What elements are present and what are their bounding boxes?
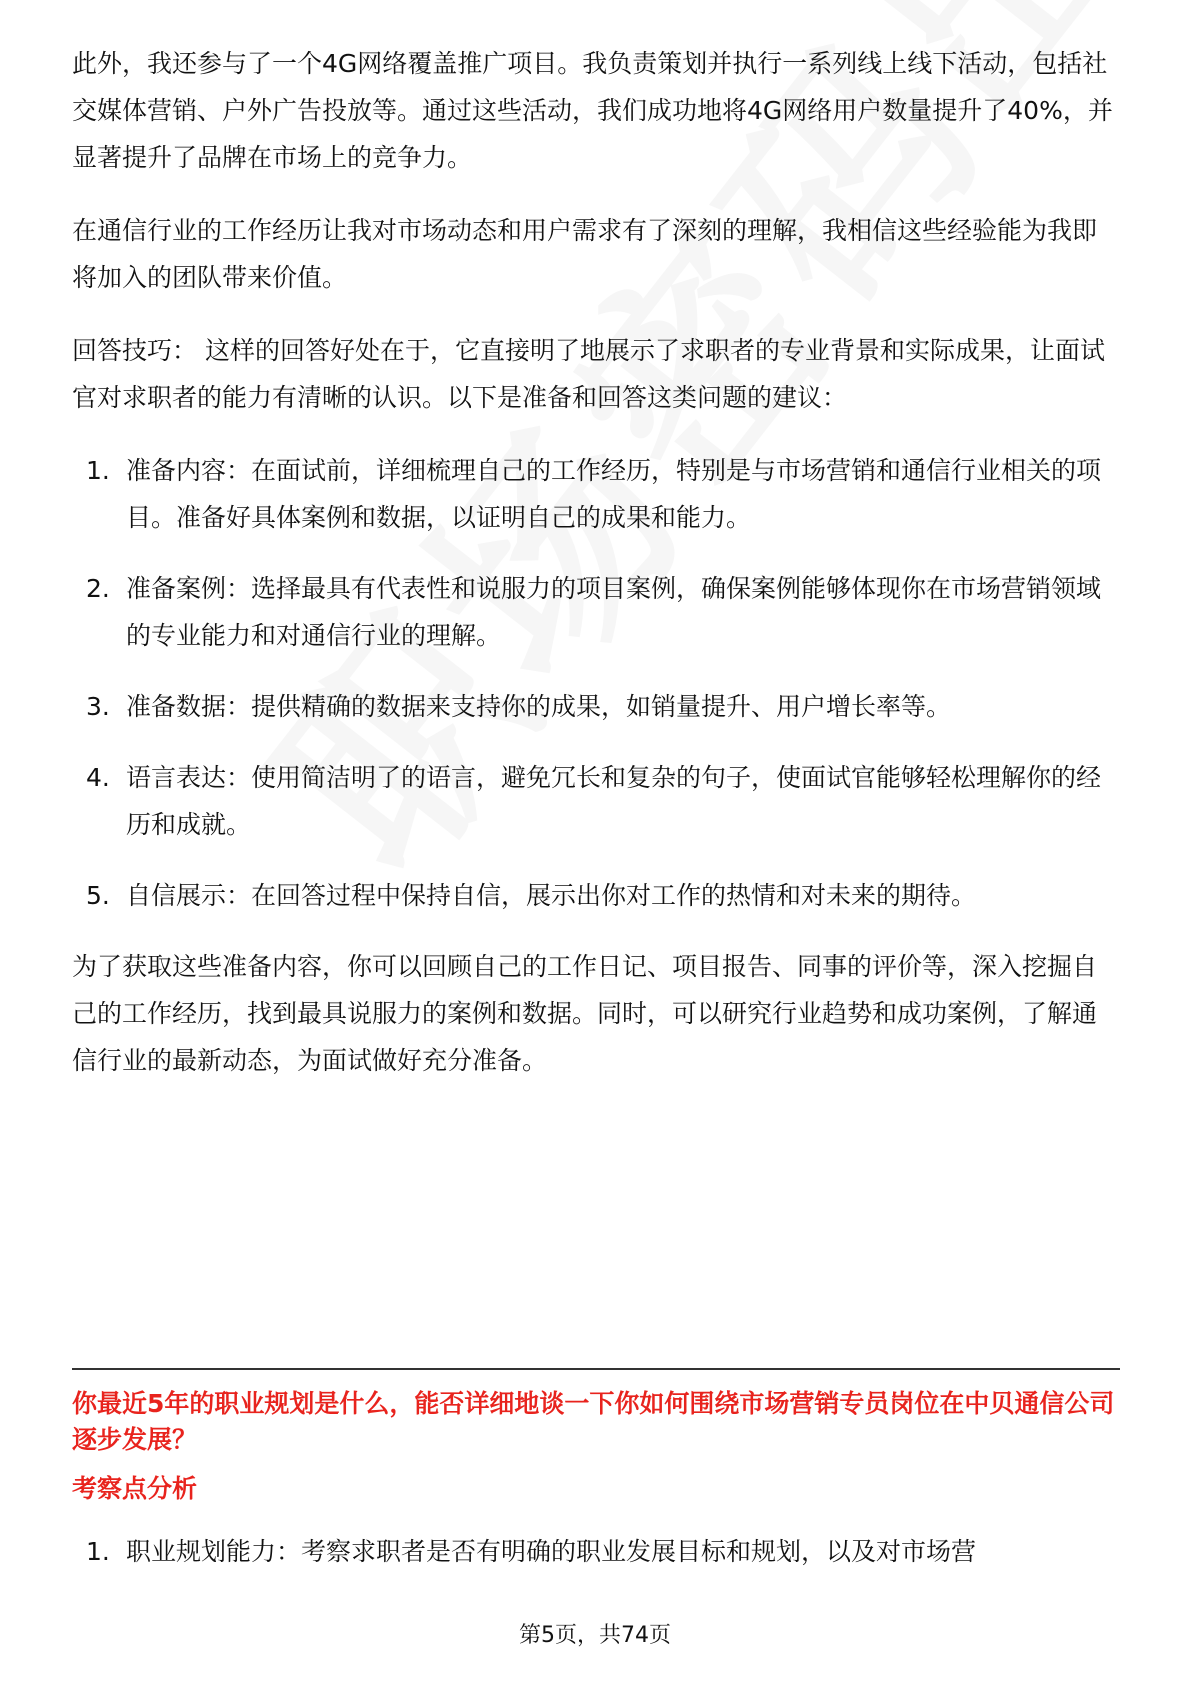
page-footer: 第5页，共74页 (519, 1623, 671, 1648)
tips-list (72, 447, 1120, 919)
list-number: 4. (86, 763, 110, 792)
list-text: 准备案例：选择最具有代表性和说服力的项目案例，确保案例能够体现你在市场营销领域的专业能力和对通信行业的理解。 (126, 574, 1102, 650)
list-text: 职业规划能力：考察求职者是否有明确的职业发展目标和规划，以及对市场营 (126, 1537, 977, 1566)
section-divider (72, 1368, 1120, 1370)
list-item (72, 1530, 1120, 1574)
section-title: 考察点分析 (72, 1474, 198, 1503)
list-item (72, 565, 1120, 659)
list-item (72, 683, 1120, 730)
list-text: 语言表达：使用简洁明了的语言，避免冗长和复杂的句子，使面试官能够轻松理解你的经历和成就。 (126, 763, 1102, 839)
interview-question: 你最近5年的职业规划是什么，能否详细地谈一下你如何围绕市场营销专员岗位在中贝通信公司逐步发展？ (72, 1389, 1115, 1454)
list-text: 准备数据：提供精确的数据来支持你的成果，如销量提升、用户增长率等。 (126, 692, 952, 721)
list-number: 2. (86, 574, 110, 603)
main-content (72, 40, 1120, 1110)
paragraph-project: 此外，我还参与了一个4G网络覆盖推广项目。我负责策划并执行一系列线上线下活动，包括社交媒体营销、户外广告投放等。通过这些活动，我们成功地将4G网络用户数量提升了40%，并显著提升了品牌在市场上的竞争力。 (72, 49, 1113, 172)
paragraph-closing: 为了获取这些准备内容，你可以回顾自己的工作日记、项目报告、同事的评价等，深入挖掘自己的工作经历，找到最具说服力的案例和数据。同时，可以研究行业趋势和成功案例，了解通信行业的最新动态，为面试做好充分准备。 (72, 952, 1098, 1075)
list-number: 5. (86, 881, 110, 910)
analysis-list (72, 1530, 1120, 1574)
list-text: 准备内容：在面试前，详细梳理自己的工作经历，特别是与市场营销和通信行业相关的项目。准备好具体案例和数据，以证明自己的成果和能力。 (126, 456, 1102, 532)
list-number: 1. (86, 1537, 110, 1566)
list-number: 3. (86, 692, 110, 721)
list-item (72, 447, 1120, 541)
paragraph-experience: 在通信行业的工作经历让我对市场动态和用户需求有了深刻的理解，我相信这些经验能为我即将加入的团队带来价值。 (72, 216, 1098, 292)
list-item (72, 754, 1120, 848)
list-number: 1. (86, 456, 110, 485)
paragraph-answer-tips: 回答技巧： 这样的回答好处在于，它直接明了地展示了求职者的专业背景和实际成果，让面试官对求职者的能力有清晰的认识。以下是准备和回答这类问题的建议： (72, 336, 1105, 412)
list-text: 自信展示：在回答过程中保持自信，展示出你对工作的热情和对未来的期待。 (126, 881, 977, 910)
list-item (72, 872, 1120, 919)
